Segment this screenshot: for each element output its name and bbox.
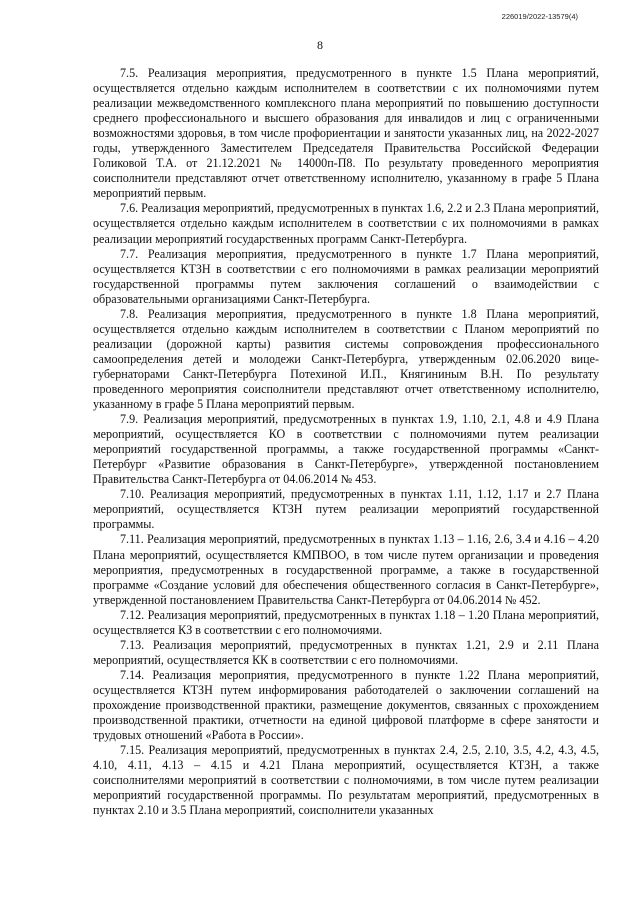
paragraph-7-12: 7.12. Реализация мероприятий, предусмотренных в пунктах 1.18 – 1.20 Плана мероприятий, осуществляется КЗ в соответствии с его полномочиями. bbox=[93, 607, 599, 637]
paragraph-7-15: 7.15. Реализация мероприятий, предусмотренных в пунктах 2.4, 2.5, 2.10, 3.5, 4.2, 4.3, 4.5, 4.10, 4.11, 4.13 – 4.15 и 4.21 Плана мероприятий, осуществляется КТЗН, а также соисполнителями мероприятий в соответствии с полномочиями, в том числе путем реализации мероприятий государственной программы. По результатам мероприятий, предусмотренных в пунктах 2.10 и 3.5 Плана мероприятий, соисполнители указанных bbox=[93, 743, 599, 818]
paragraph-7-13: 7.13. Реализация мероприятий, предусмотренных в пунктах 1.21, 2.9 и 2.11 Плана мероприятий, осуществляется КК в соответствии с его полномочиями. bbox=[93, 637, 599, 667]
document-body bbox=[93, 66, 599, 818]
paragraph-7-10: 7.10. Реализация мероприятий, предусмотренных в пунктах 1.11, 1.12, 1.17 и 2.7 Плана мероприятий, осуществляется КТЗН путем реализации мероприятий государственной программы. bbox=[93, 487, 599, 532]
paragraph-7-5: 7.5. Реализация мероприятия, предусмотренного в пункте 1.5 Плана мероприятий, осуществляется отдельно каждым исполнителем в соответствии с их полномочиями путем реализации межведомственного комплексного плана мероприятий по повышению доступности среднего профессионального и высшего образования для инвалидов и лиц с ограниченными возможностями здоровья, в том числе профориентации и занятости указанных лиц, на 2022-2027 годы, утвержденного Заместителем Председателя Правительства Российской Федерации Голиковой Т.А. от 21.12.2021 № 14000п-П8. По результату проведенного мероприятия соисполнители представляют отчет ответственному исполнителю, указанному в графе 5 Плана мероприятий первым. bbox=[93, 66, 599, 201]
paragraph-7-9: 7.9. Реализация мероприятий, предусмотренных в пунктах 1.9, 1.10, 2.1, 4.8 и 4.9 Плана мероприятий, осуществляется КО в соответствии с полномочиями путем реализации мероприятий государственной программы, а также государственной программы «Санкт-Петербург «Развитие образования в Санкт-Петербурге», утвержденной постановлением Правительства Санкт-Петербурга от 04.06.2014 № 453. bbox=[93, 412, 599, 487]
document-id: 226019/2022-13579(4) bbox=[501, 12, 578, 21]
paragraph-7-7: 7.7. Реализация мероприятия, предусмотренного в пункте 1.7 Плана мероприятий, осуществляется КТЗН в соответствии с его полномочиями в рамках реализации мероприятий государственной программы путем заключения соглашений о взаимодействии с образовательными организациями Санкт-Петербурга. bbox=[93, 246, 599, 306]
paragraph-7-11: 7.11. Реализация мероприятий, предусмотренных в пунктах 1.13 – 1.16, 2.6, 3.4 и 4.16 – 4.20 Плана мероприятий, осуществляется КМПВОО, в том числе путем организации и проведения мероприятия, предусмотренных в государственной программе, а также в государственной программе «Создание условий для обеспечения общественного согласия в Санкт-Петербурге», утвержденной постановлением Правительства Санкт-Петербурга от 04.06.2014 № 452. bbox=[93, 532, 599, 607]
paragraph-7-14: 7.14. Реализация мероприятия, предусмотренного в пункте 1.22 Плана мероприятий, осуществляется КТЗН путем информирования работодателей о заключении соглашений на прохождение производственной практики, размещение документов, связанных с прохождением производственной практики, отчетности на единой цифровой платформе в сфере занятости и трудовых отношений «Работа в России». bbox=[93, 667, 599, 743]
paragraph-7-6: 7.6. Реализация мероприятий, предусмотренных в пунктах 1.6, 2.2 и 2.3 Плана мероприятий, осуществляется отдельно каждым исполнителем в соответствии с их полномочиями в рамках реализации мероприятий государственных программ Санкт-Петербурга. bbox=[93, 201, 599, 246]
paragraph-7-8: 7.8. Реализация мероприятия, предусмотренного в пункте 1.8 Плана мероприятий, осуществляется отдельно каждым исполнителем в соответствии с Планом мероприятий по реализации (дорожной карты) развития системы сопровождения профессионального самоопределения детей и молодежи Санкт-Петербурга, утвержденным 02.06.2020 вице-губернаторами Санкт-Петербурга Потехиной И.П., Княгининым В.Н. По результату проведенного мероприятия соисполнители представляют отчет ответственному исполнителю, указанному в графе 5 Плана мероприятий первым. bbox=[93, 306, 599, 412]
page-number: 8 bbox=[317, 38, 323, 52]
